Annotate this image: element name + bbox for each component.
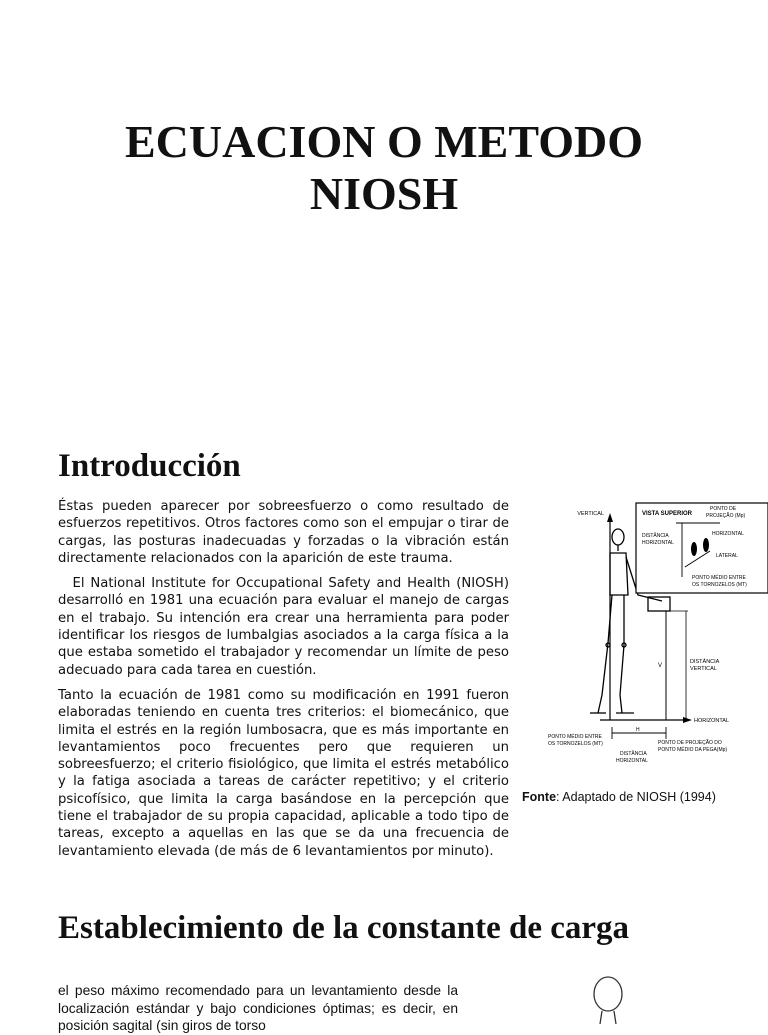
horizontal-axis-arrow [683,717,692,723]
label-h: H [636,727,640,733]
label-distancia-vertical-2: VERTICAL [690,666,717,672]
page-title [0,116,768,220]
label-horizontal: HORIZONTAL [694,718,730,724]
title-line-2: NIOSH [309,168,459,219]
label-ponto-medio-bottom-2: OS TORNOZELOS (MT) [548,741,603,747]
load-box [648,597,670,611]
label-distancia-horizontal-bottom-1: DISTÂNCIA [620,751,647,757]
label-ponto-medio-bottom-1: PONTO MÉDIO ENTRE [548,734,602,740]
label-distancia-vertical-1: DISTÂNCIA [690,659,720,665]
label-distancia-horizontal-2: HORIZONTAL [642,540,674,546]
label-vista-superior: VISTA SUPERIOR [642,511,693,517]
label-ponto-projecao-1: PONTO DE [710,506,737,512]
head-figure [580,972,660,1024]
intro-body [58,498,509,868]
intro-paragraph-2: El National Institute for Occupational Safety and Health (NIOSH) desarrolló en 1981 una ecuación para evaluar el manejo de cargas en el trabajo. Su intención era crear una herramienta para poder identificar los riesgos de lumbalgias asociados a la carga física a la que estaba sometido el trabajador y recomendar un límite de peso adecuado para cada tarea en cuestión. [58,576,509,678]
intro-heading: Introducción [58,448,241,484]
intro-paragraph-1: Éstas pueden aparecer por sobreesfuerzo o como resultado de esfuerzos repetitivos. Otros factores como son el empujar o tirar de cargas, las posturas inadecuadas y forzadas o la vibración están directamente relacionados con la aparición de este trauma. [58,499,509,566]
label-ponto-medio-2: OS TORNOZELOS (MT) [692,582,747,588]
label-distancia-horizontal-1: DISTÂNCIA [642,533,669,539]
label-horizontal-top: HORIZONTAL [712,531,744,537]
constant-body [58,982,458,1035]
vertical-axis-arrow [607,513,613,522]
label-ponto-projecao-2: PROJEÇÃO (Mp) [706,513,746,519]
label-ponto-medio-1: PONTO MÉDIO ENTRE [692,575,746,581]
niosh-diagram [520,495,768,865]
caption-text: : Adaptado de NIOSH (1994) [556,790,716,804]
label-ponto-projecao-bottom-2: PONTO MÉDIO DA PEGA(Mp) [658,747,728,753]
constant-heading: Establecimiento de la constante de carga [58,910,630,946]
label-v: V [657,663,662,669]
label-ponto-projecao-bottom-1: PONTO DE PROJEÇÃO DO [658,740,722,746]
caption-bold: Fonte [522,790,557,804]
figure-caption [522,790,716,804]
constant-paragraph: el peso máximo recomendado para un levantamiento desde la localización estándar y bajo condiciones óptimas; es decir, en posición sagital (sin giros de torso [58,983,458,1033]
label-vertical: VERTICAL [577,511,604,517]
label-distancia-horizontal-bottom-2: HORIZONTAL [616,758,648,764]
label-lateral: LATERAL [716,553,738,559]
intro-paragraph-3: Tanto la ecuación de 1981 como su modificación en 1991 fueron elaboradas teniendo en cuenta tres criterios: el biomecánico, que limita el estrés en la región lumbosacra, que es más importante en levantamientos poco frecuentes pero que requieren un sobreesfuerzo; el criterio fisiológico, que limita el estrés metabólico y la fatiga asociada a tareas de carácter repetitivo; y el criterio psicofísico, que limita la carga basándose en la percepción que tiene el trabajador de su propia capacidad, aplicable a todo tipo de tareas, excepto a aquellas en las que se da una frecuencia de levantamiento elevada (de más de 6 levantamientos por minuto). [58,687,509,859]
title-line-1: ECUACION O METODO [125,116,643,167]
